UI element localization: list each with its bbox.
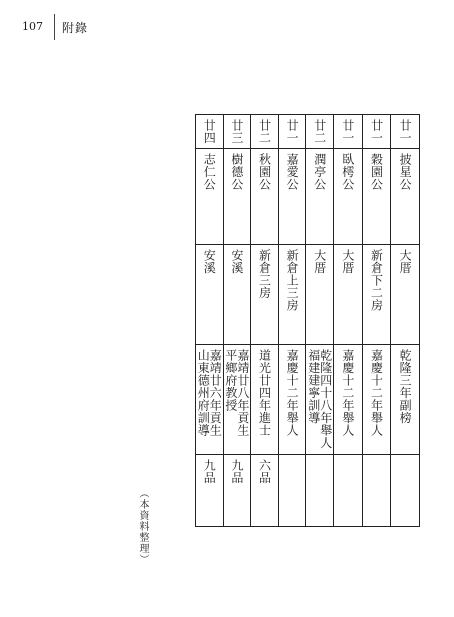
rank-cell: 九品 [202,459,217,484]
branch-cell: 新倉下二房 [369,249,384,312]
branch-cell: 大厝 [398,249,413,274]
generation-row [196,115,420,149]
rank-cell: 九品 [229,459,244,484]
degree-cell: 乾隆四十八年舉人 福建建寧訓導 [306,349,333,449]
generation-cell: 廿一 [285,119,300,144]
branch-row [196,245,420,345]
branch-cell: 新倉上三房 [285,249,300,312]
degree-cell: 乾隆三年副榜 [398,349,413,424]
name-cell: 樹德公 [229,153,244,191]
generation-cell: 廿三 [229,119,244,144]
degree-cell: 嘉慶十二年舉人 [340,349,355,437]
name-cell: 臥樗公 [340,153,355,191]
generation-cell: 廿一 [340,119,355,144]
branch-cell: 安溪 [229,249,244,274]
branch-cell: 大厝 [340,249,355,274]
name-cell: 秋園公 [257,153,272,191]
generation-cell: 廿一 [369,119,384,144]
generation-cell: 廿二 [257,119,272,144]
name-cell: 披星公 [398,153,413,191]
section-title: 附錄 [62,21,89,35]
degree-cell: 嘉慶十二年舉人 [369,349,384,437]
degree-row [196,345,420,455]
branch-cell: 大厝 [312,249,327,274]
degree-cell: 嘉靖廿六年貢生 山東德州府訓導 [196,349,223,437]
name-cell: 潤亭公 [312,153,327,191]
header-divider [54,14,55,40]
name-cell: 穀園公 [369,153,384,191]
generation-cell: 廿二 [312,119,327,144]
name-cell: 嘉愛公 [285,153,300,191]
page-number: 107 [22,20,43,33]
degree-cell: 嘉慶十二年舉人 [285,349,300,437]
rank-row [196,455,420,527]
name-cell: 志仁公 [202,153,217,191]
name-row [196,149,420,245]
record-table [195,114,420,527]
generation-cell: 廿四 [202,119,217,144]
rank-cell: 六品 [257,459,272,484]
branch-cell: 安溪 [202,249,217,274]
degree-cell: 道光廿四年進士 [257,349,272,437]
branch-cell: 新倉三房 [257,249,272,299]
degree-cell: 嘉靖廿八年貢生 平鄉府教授 [223,349,250,437]
generation-cell: 廿一 [398,119,413,144]
source-note: （本資料整理） [137,488,148,565]
